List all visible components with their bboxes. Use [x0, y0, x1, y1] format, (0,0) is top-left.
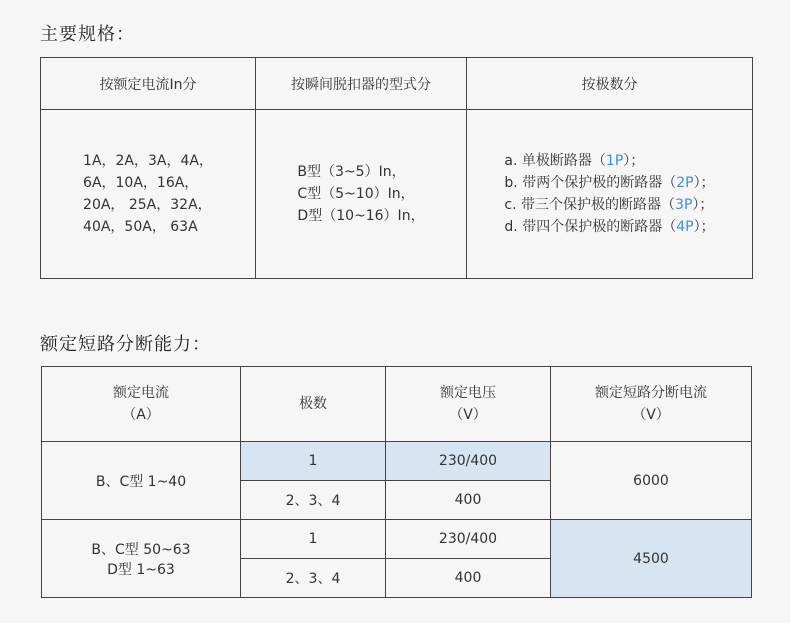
rated-current-line: 1A，2A，3A，4A， — [83, 153, 213, 169]
pole-suffix: ）； — [693, 219, 715, 235]
rated-current-line: 6A，10A，16A， — [83, 175, 199, 191]
header-unit: （V） — [632, 407, 670, 423]
spec-section-title: 主要规格： — [40, 24, 135, 45]
pole-code: 1P — [605, 153, 624, 169]
group1-poles-1: 1 — [241, 442, 386, 481]
table-row — [42, 520, 752, 559]
trip-type-line: C型（5~10）In， — [297, 186, 415, 202]
group1-voltage-1: 230/400 — [386, 442, 551, 481]
group1-poles-2: 2、3、4 — [241, 481, 386, 520]
pole-text: b. 带两个保护极的断路器（ — [504, 175, 677, 191]
group2-breaking: 4500 — [551, 520, 752, 598]
trip-type-line: B型（3~5）In， — [297, 164, 406, 180]
header-rated-voltage — [386, 367, 551, 442]
header-breaking-current — [551, 367, 752, 442]
group2-current — [42, 520, 241, 598]
trip-type-list — [297, 161, 424, 227]
group2-voltage-1: 230/400 — [386, 520, 551, 559]
header-rated-current — [42, 367, 241, 442]
header-unit: （V） — [449, 407, 487, 423]
group2-current-line: D型 1~63 — [107, 561, 175, 578]
header-by-rated-current: 按额定电流In分 — [41, 58, 256, 110]
pole-suffix: ）； — [692, 197, 714, 213]
rating-header-row — [42, 367, 752, 442]
header-line: 额定短路分断电流 — [595, 385, 707, 401]
pole-text: d. 带四个保护极的断路器（ — [504, 219, 677, 235]
group2-current-line: B、C型 50~63 — [91, 541, 191, 558]
group2-poles-2: 2、3、4 — [241, 559, 386, 598]
poles-cell — [467, 110, 753, 279]
spec-body-row — [41, 110, 753, 279]
group2-poles-1: 1 — [241, 520, 386, 559]
rated-current-line: 40A，50A， 63A — [83, 219, 198, 235]
header-line: 极数 — [299, 396, 327, 412]
pole-code: 3P — [675, 197, 693, 213]
header-line: 额定电流 — [113, 385, 169, 401]
header-by-trip-type: 按瞬间脱扣器的型式分 — [256, 58, 467, 110]
pole-suffix: ）； — [693, 175, 715, 191]
group2-voltage-2: 400 — [386, 559, 551, 598]
spec-table — [40, 57, 753, 279]
trip-type-line: D型（10~16）In， — [297, 208, 425, 224]
rated-current-list — [83, 150, 213, 238]
breaking-capacity-table — [41, 366, 752, 598]
trip-type-cell — [256, 110, 467, 279]
rated-current-cell — [41, 110, 256, 279]
header-by-poles: 按极数分 — [467, 58, 753, 110]
header-poles — [241, 367, 386, 442]
pole-suffix: ）； — [623, 153, 645, 169]
group1-current: B、C型 1~40 — [42, 442, 241, 520]
pole-line — [504, 150, 714, 172]
pole-code: 4P — [676, 219, 694, 235]
rated-current-line: 20A， 25A，32A， — [83, 197, 212, 213]
pole-text: a. 单极断路器（ — [504, 153, 606, 169]
pole-line — [504, 216, 714, 238]
pole-text: c. 带三个保护极的断路器（ — [504, 197, 676, 213]
poles-list — [504, 150, 714, 238]
header-unit: （A） — [122, 407, 160, 423]
table-row — [42, 442, 752, 481]
group1-breaking: 6000 — [551, 442, 752, 520]
header-line: 额定电压 — [440, 385, 496, 401]
pole-line — [504, 172, 714, 194]
pole-code: 2P — [676, 175, 694, 191]
spec-header-row — [41, 58, 753, 110]
group1-voltage-2: 400 — [386, 481, 551, 520]
rating-section-title: 额定短路分断能力： — [40, 334, 211, 355]
pole-line — [504, 194, 714, 216]
